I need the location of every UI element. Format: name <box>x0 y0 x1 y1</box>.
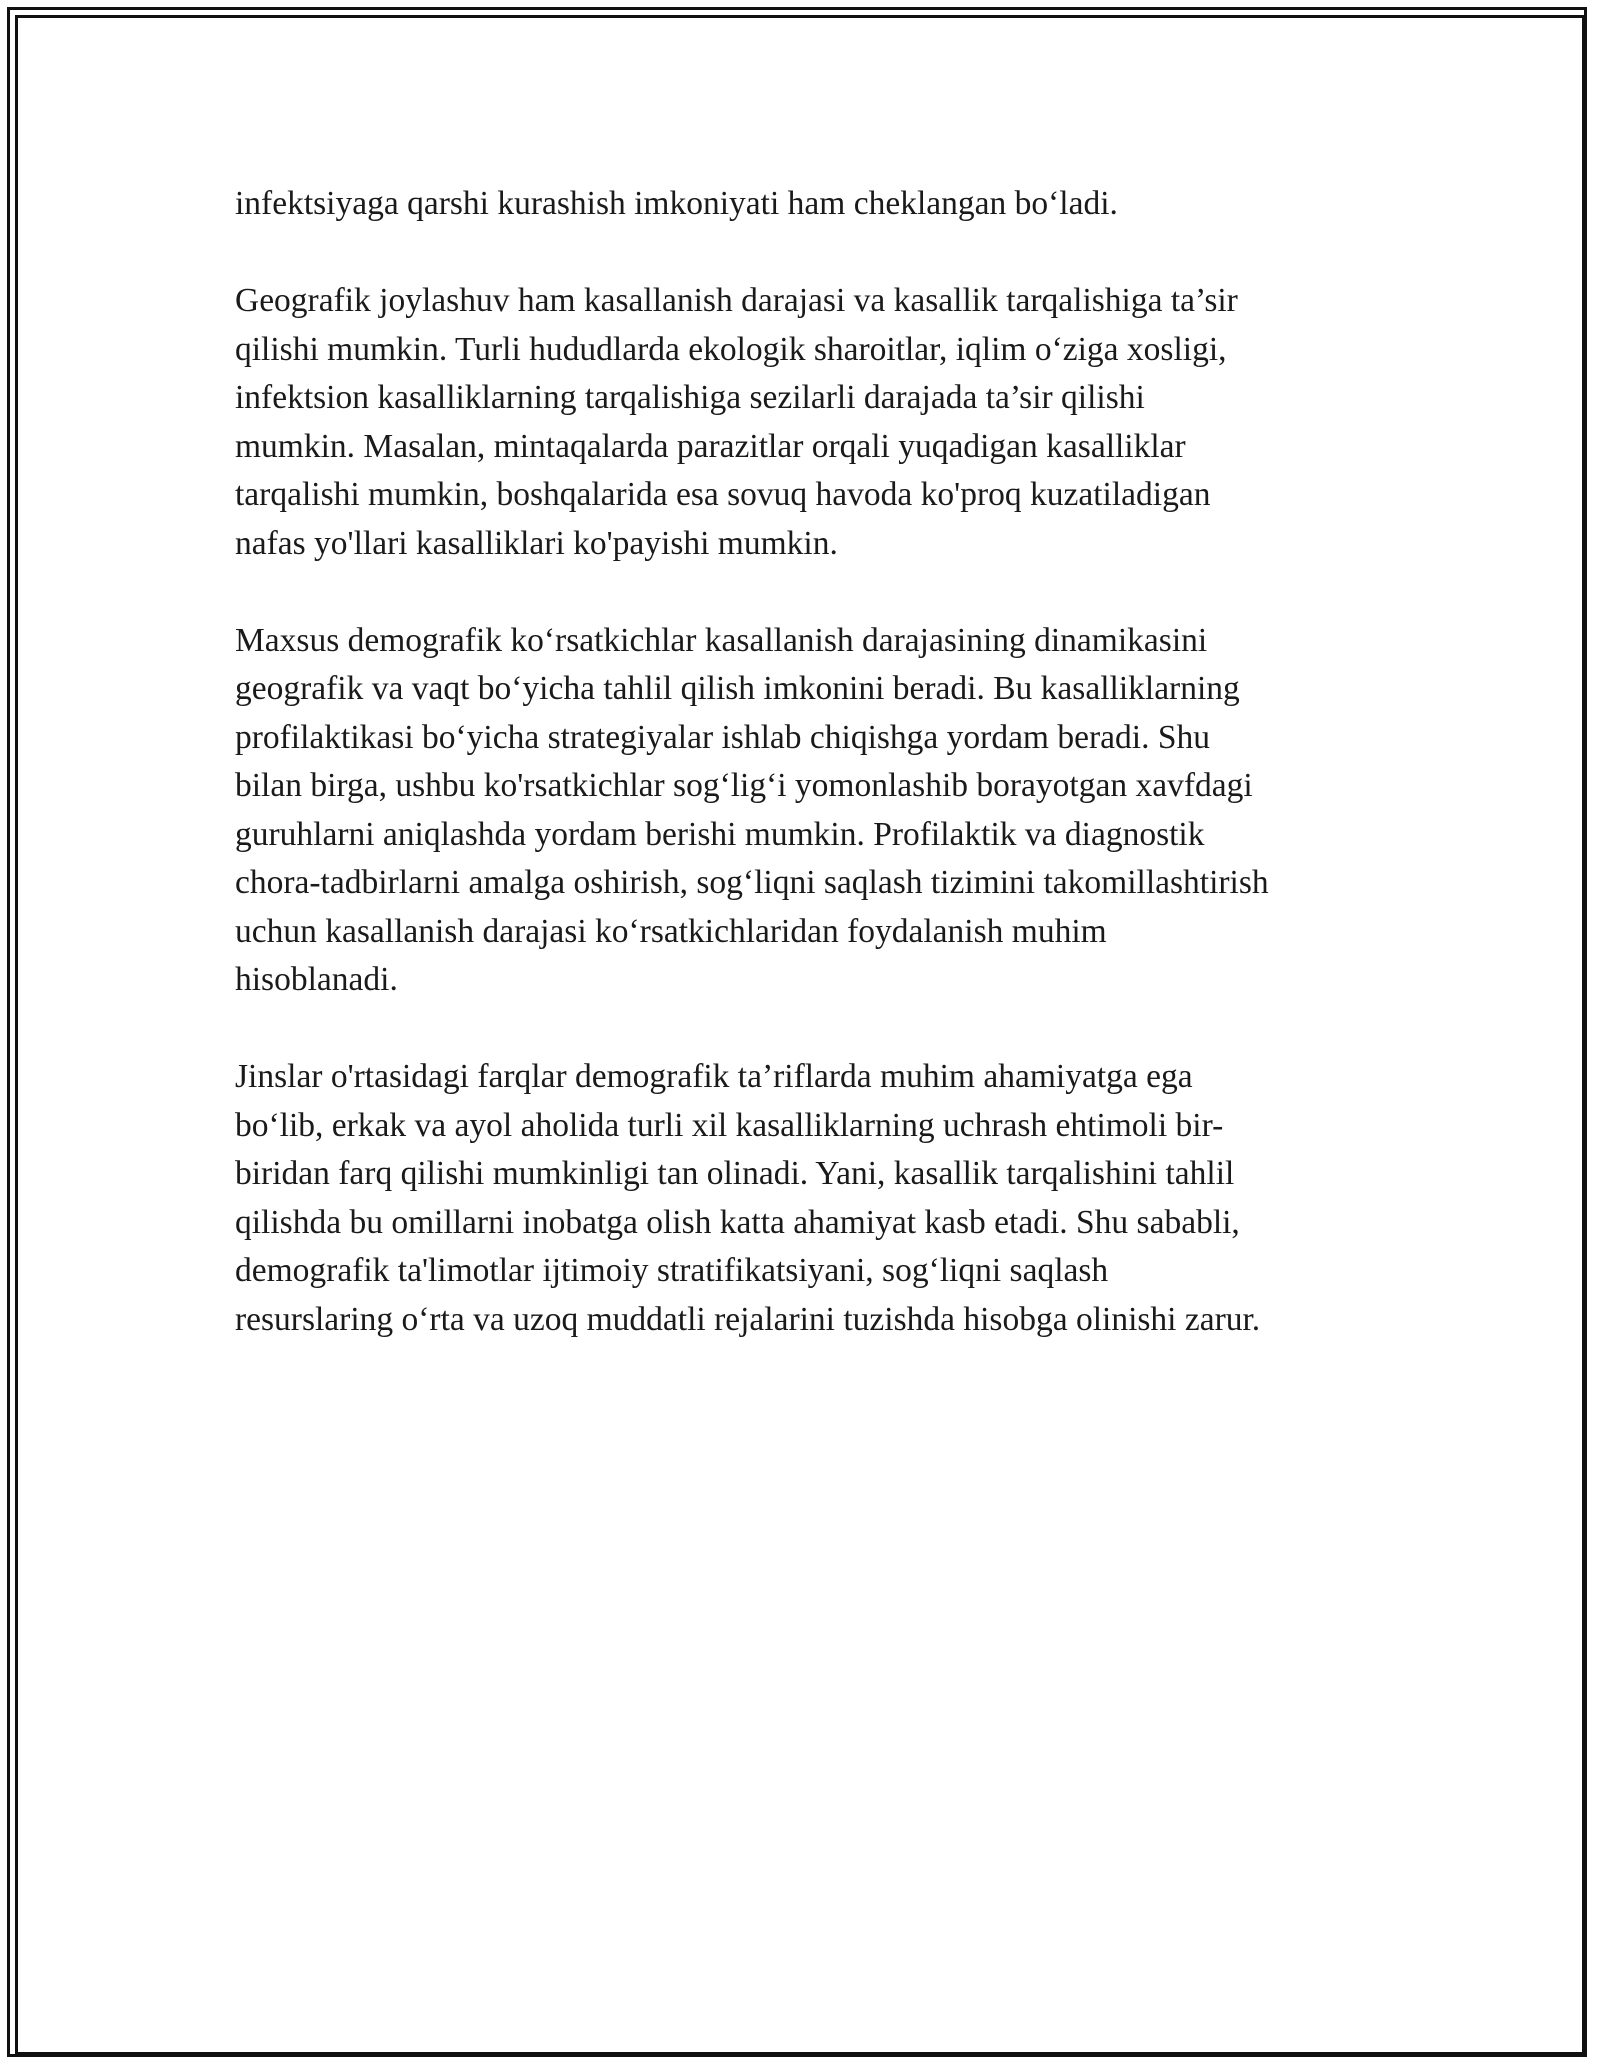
document-body <box>235 180 1395 1393</box>
paragraph-3: Maxsus demografik ko‘rsatkichlar kasallanish darajasining dinamikasini geografik va vaqt bo‘yicha tahlil qilish imkonini beradi. Bu kasalliklarning profilaktikasi bo‘yicha strategiyalar ishlab chiqishga yordam beradi. Shu bilan birga, ushbu ko'rsatkichlar sog‘lig‘i yomonlashib borayotgan xavfdagi guruhlarni aniqlashda yordam berishi mumkin. Profilaktik va diagnostik chora-tadbirlarni amalga oshirish, sog‘liqni saqlash tizimini takomillashtirish uchun kasallanish darajasi ko‘rsatkichlaridan foydalanish muhim hisoblanadi. <box>235 621 1269 998</box>
paragraph-2: Geografik joylashuv ham kasallanish darajasi va kasallik tarqalishiga ta’sir qilishi mumkin. Turli hududlarda ekologik sharoitlar, iqlim o‘ziga xosligi, infektsion kasalliklarning tarqalishiga sezilarli darajada ta’sir qilishi mumkin. Masalan, mintaqalarda parazitlar orqali yuqadigan kasalliklar tarqalishi mumkin, boshqalarida esa sovuq havoda ko'proq kuzatiladigan nafas yo'llari kasalliklari ko'payishi mumkin. <box>235 282 1238 562</box>
paragraph-1: infektsiyaga qarshi kurashish imkoniyati ham cheklangan bo‘ladi. <box>235 185 1118 222</box>
paragraph-4: Jinslar o'rtasidagi farqlar demografik ta’riflarda muhim ahamiyatga ega bo‘lib, erkak va ayol aholida turli xil kasalliklarning uchrash ehtimoli bir- biridan farq qilishi mumkinligi tan olinadi. Yani, kasallik tarqalishini tahlil qilishda bu omillarni inobatga olish katta ahamiyat kasb etadi. Shu sababli, demografik ta'limotlar ijtimoiy stratifikatsiyani, sog‘liqni saqlash resurslaring o‘rta va uzoq muddatli rejalarini tuzishda hisobga olinishi zarur. <box>235 1058 1261 1338</box>
